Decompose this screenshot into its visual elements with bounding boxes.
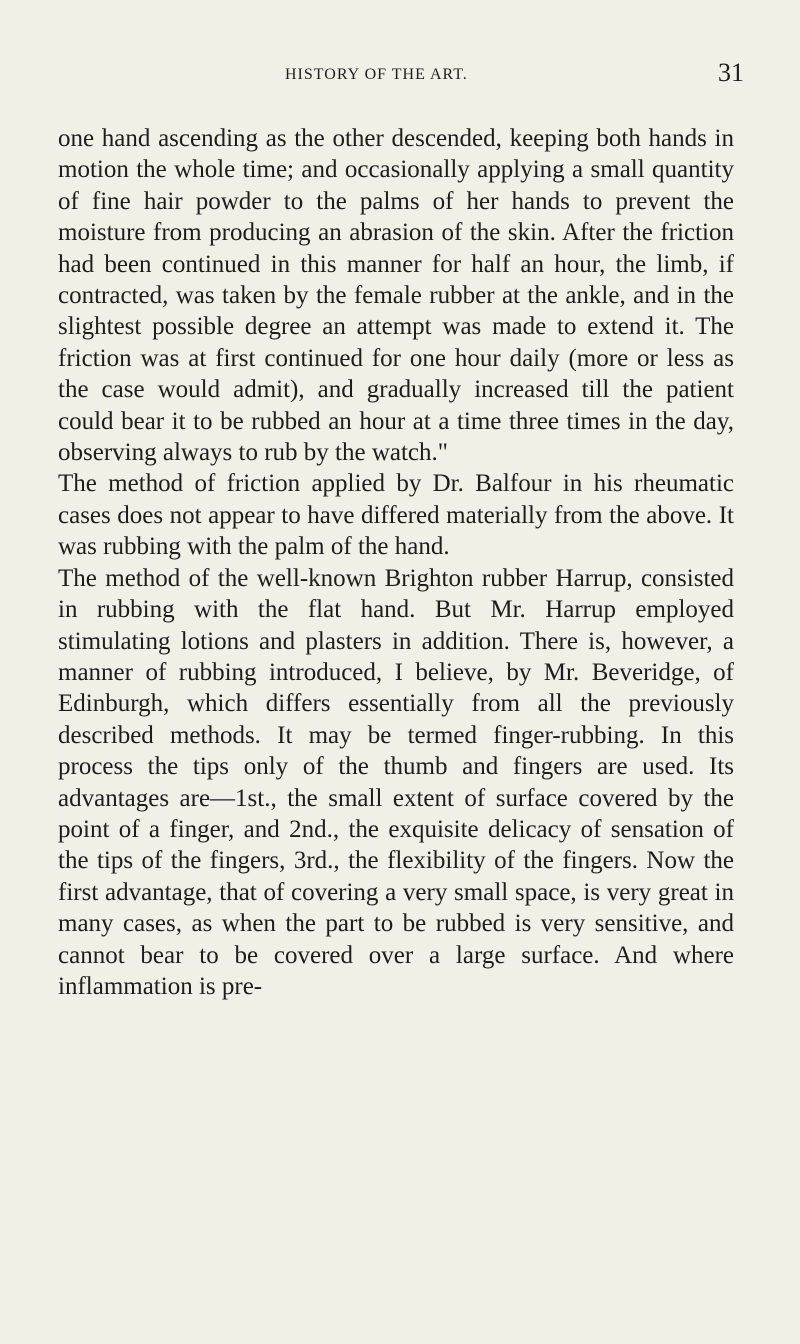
page-number: 31 — [718, 58, 744, 87]
paragraph-3: The method of the well-known Brighton rubber Harrup, consisted in rubbing with the flat hand. But Mr. Harrup employed stimulating lotions and plasters in addition. There is, however, a manner of rubbing introduced, I believe, by Mr. Beveridge, of Edinburgh, which differs essentially from all the previously described methods. It may be termed finger-rubbing. In this process the tips only of the thumb and fingers are used. Its advantages are—1st., the small extent of surface covered by the point of a finger, and 2nd., the exquisite delicacy of sensation of the tips of the fingers, 3rd., the flexibility of the fingers. Now the first advantage, that of covering a very small space, is very great in many cases, as when the part to be rubbed is very sensitive, and cannot bear to be covered over a large surface. And where inflammation is pre- — [58, 564, 734, 1000]
running-title: HISTORY OF THE ART. — [285, 66, 468, 83]
running-header — [58, 58, 748, 102]
body-text — [58, 123, 734, 1002]
paragraph-1: one hand ascending as the other descended, keeping both hands in motion the whole time; and occasionally applying a small quantity of fine hair powder to the palms of her hands to prevent the moisture from producing an abrasion of the skin. After the friction had been continued in this manner for half an hour, the limb, if contracted, was taken by the female rubber at the ankle, and in the slightest possible degree an attempt was made to extend it. The friction was at first continued for one hour daily (more or less as the case would admit), and gradually increased till the patient could bear it to be rubbed an hour at a time three times in the day, observing always to rub by the watch." — [58, 125, 734, 467]
paragraph-2: The method of friction applied by Dr. Balfour in his rheumatic cases does not appear to have differed materially from the above. It was rubbing with the palm of the hand. — [58, 470, 734, 561]
